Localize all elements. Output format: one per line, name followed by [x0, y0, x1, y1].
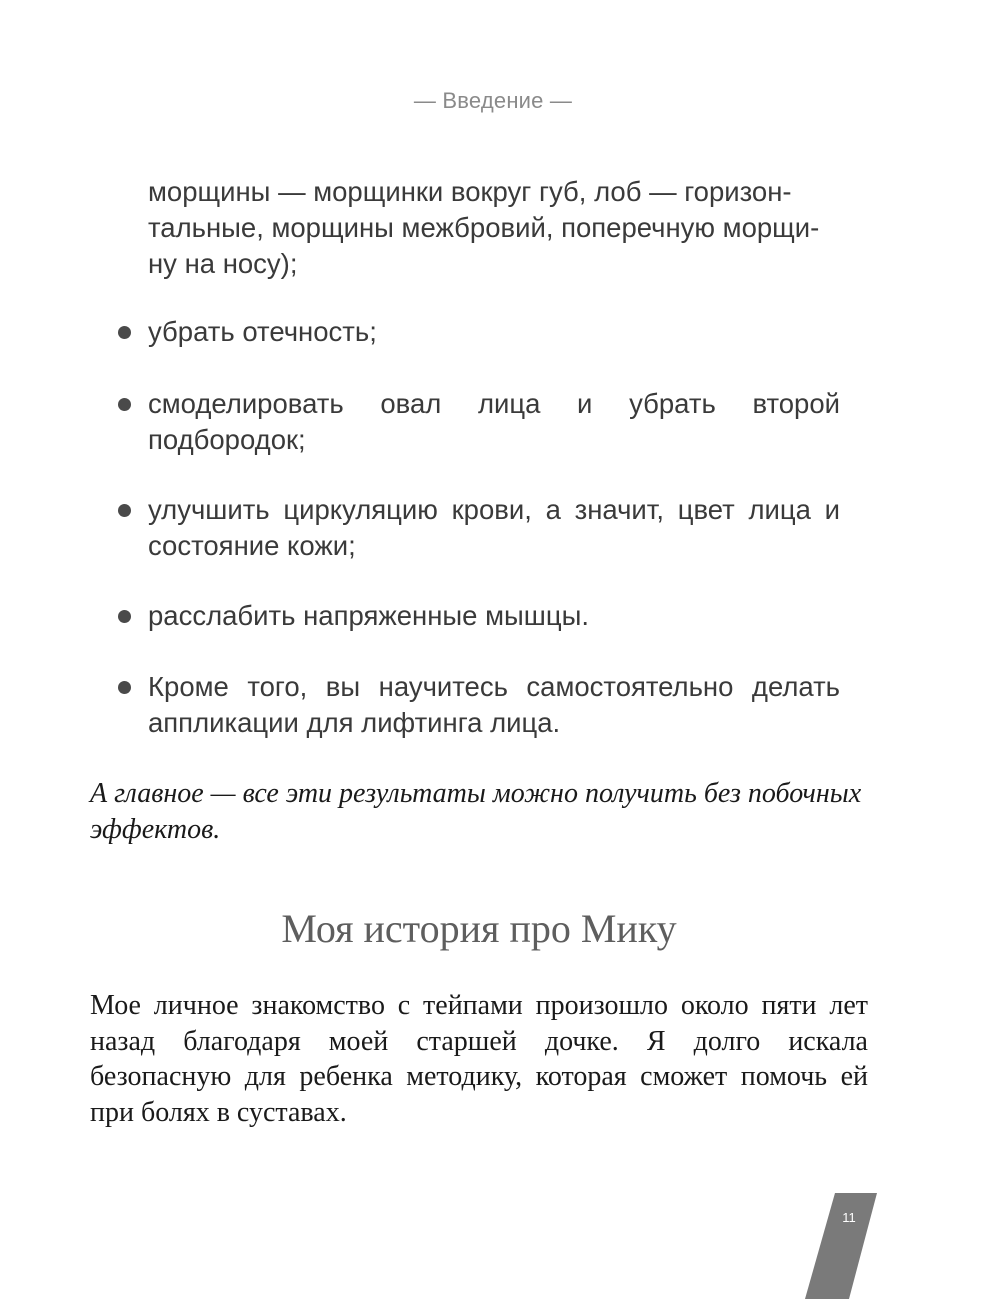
page-number: 11 [842, 1210, 856, 1225]
emphasis-paragraph: А главное — все эти результаты можно получить без побочных эффектов. [90, 778, 862, 845]
list-item [118, 598, 840, 634]
continuation-line: морщины — морщинки вокруг губ, лоб — горизон- [148, 176, 792, 207]
list-item [118, 492, 840, 564]
continuation-line: тальные, морщины межбровий, поперечную морщи- [148, 212, 820, 243]
list-item [118, 386, 840, 458]
section-heading: Моя история про Мику [281, 906, 677, 951]
list-item-text: улучшить циркуляцию крови, а значит, цвет лица и состояние кожи; [148, 494, 840, 561]
list-item-text: расслабить напряженные мышцы. [148, 600, 590, 631]
bullet-icon [118, 398, 131, 411]
continuation-line: ну на носу); [148, 248, 298, 279]
continued-list-text [118, 174, 840, 282]
page-tab-shape [805, 1193, 877, 1299]
bullet-icon [118, 504, 131, 517]
list-item-text: смоделировать овал лица и убрать второй подбородок; [148, 388, 840, 455]
bullet-icon [118, 610, 131, 623]
running-header: — Введение — [413, 88, 573, 113]
bullet-icon [118, 326, 131, 339]
list-item-text: убрать отечность; [148, 316, 377, 347]
list-item [118, 669, 840, 741]
bullet-icon [118, 681, 131, 694]
page-number-tab [805, 1193, 877, 1299]
list-item-text: Кроме того, вы научитесь самостоятельно делать аппликации для лифтинга лица. [148, 671, 840, 738]
body-paragraph: Мое личное знакомство с тейпами произошло около пяти лет назад благодаря моей старшей дочке. Я долго искала безопасную для ребенка методику, которая сможет помочь ей при болях в суставах. [90, 990, 868, 1128]
list-item [118, 314, 840, 350]
